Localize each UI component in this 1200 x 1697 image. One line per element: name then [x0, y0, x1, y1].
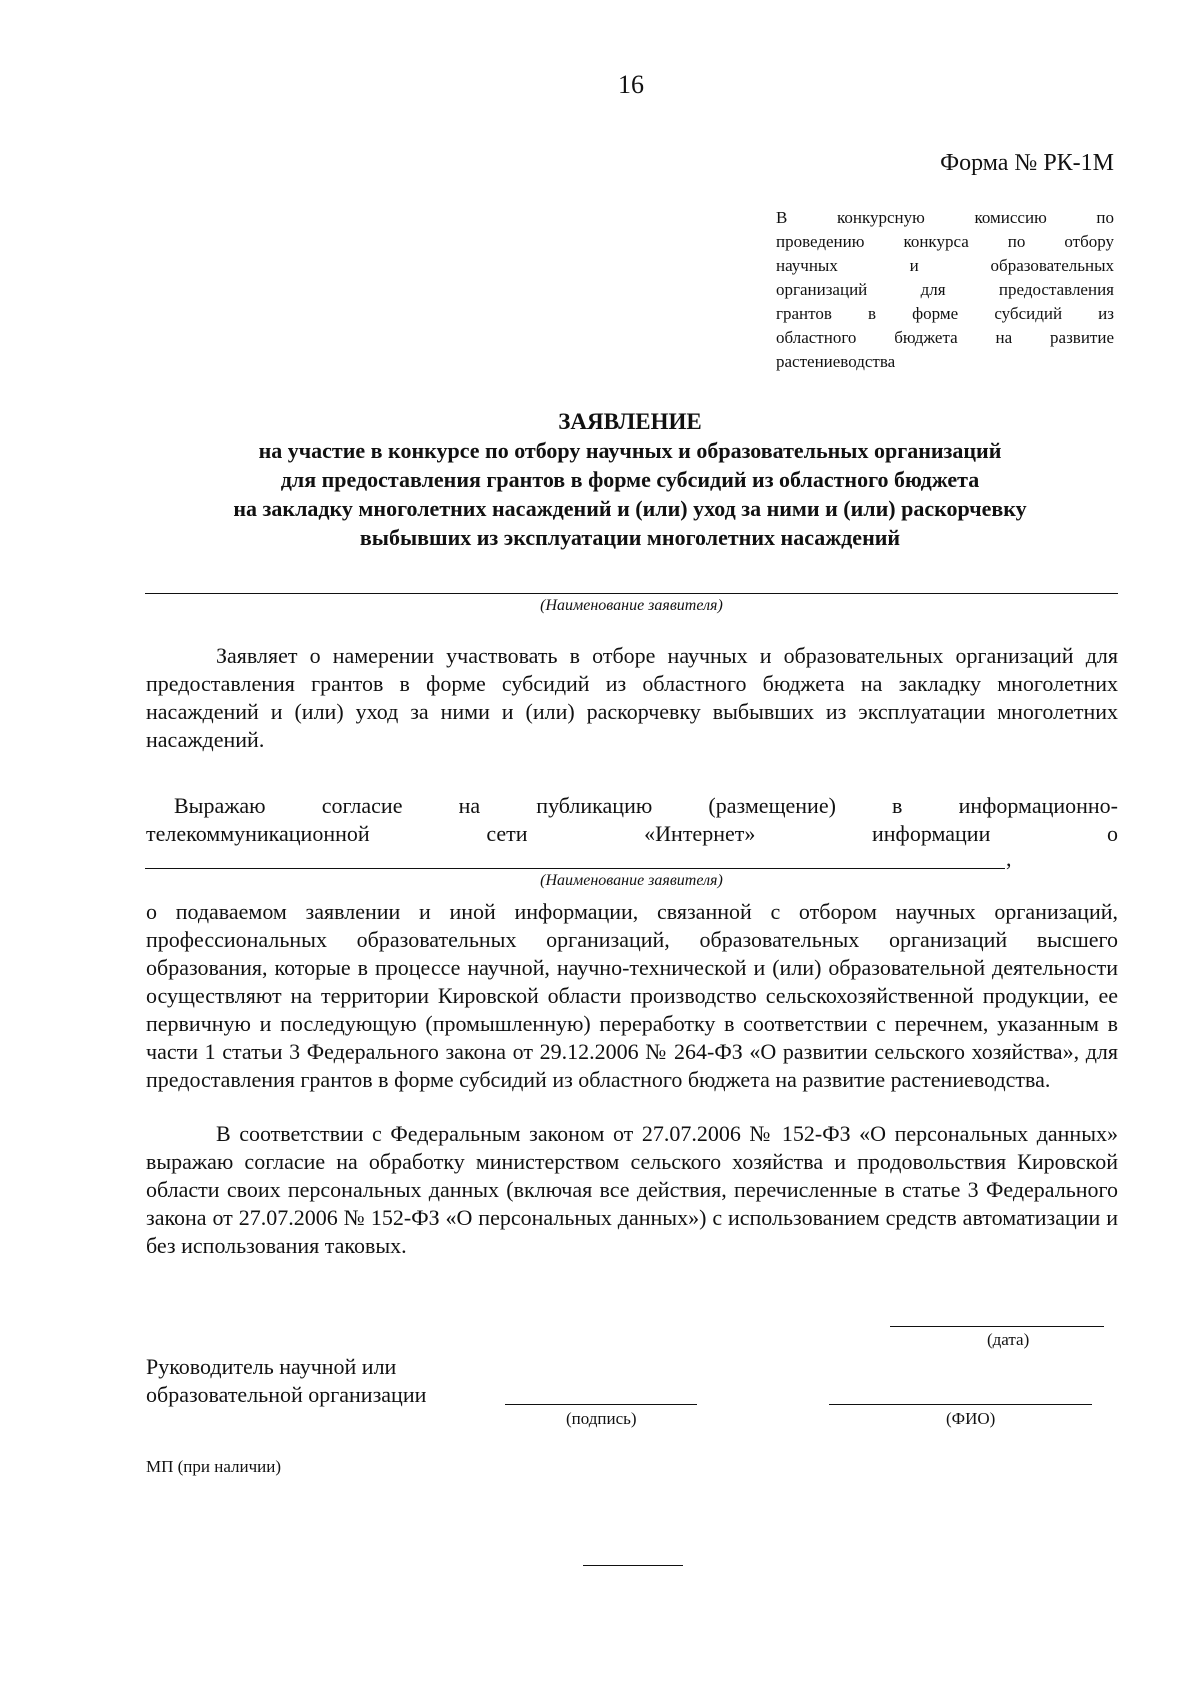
head-title-line-1: Руководитель научной или — [146, 1354, 397, 1379]
form-number: Форма № РК-1М — [940, 150, 1114, 176]
addressee-line: грантов в форме субсидий из — [776, 304, 1114, 323]
consent-line-1: Выражаю согласие на публикацию (размещение) в информационно- — [174, 793, 1118, 818]
consent-line-2: телекоммуникационной сети «Интернет» информации о — [146, 821, 1118, 846]
title-line: на участие в конкурсе по отбору научных и образовательных организаций — [258, 438, 1002, 463]
comma: , — [1006, 846, 1012, 871]
info-paragraph: о подаваемом заявлении и иной информации, связанной с отбором научных организаций, профессиональных образовательных организаций, образовательных организаций высшего образования, которые в процессе научной, научно-технической и (или) образовательной деятельности осуществляют на территории Кировской области производство сельскохозяйственной продукции, ее первичную и последующую (промышленную) переработку в соответствии с перечнем, указанным в части 1 статьи 3 Федерального закона от 29.12.2006 № 264-ФЗ «О развитии сельского хозяйства», для предоставления грантов в форме субсидий из областного бюджета на развитие растениеводства. — [146, 899, 1118, 1092]
applicant-name-caption: (Наименование заявителя) — [540, 597, 723, 614]
title-line: на закладку многолетних насаждений и (или) уход за ними и (или) раскорчевку — [233, 496, 1027, 521]
signature-caption: (подпись) — [566, 1409, 637, 1428]
date-line[interactable] — [890, 1326, 1104, 1327]
addressee-block — [776, 206, 1114, 374]
stamp-note: МП (при наличии) — [146, 1457, 282, 1476]
applicant-name-line-2[interactable] — [145, 868, 1005, 869]
document-title — [170, 407, 1090, 552]
applicant-name-line[interactable] — [145, 593, 1118, 594]
intent-paragraph: Заявляет о намерении участвовать в отборе научных и образовательных организаций для предоставления грантов в форме субсидий из областного бюджета на закладку многолетних насаждений и (или) уход за ними и (или) раскорчевку выбывших из эксплуатации многолетних насаждений. — [146, 643, 1118, 752]
title-line: для предоставления грантов в форме субсидий из областного бюджета — [280, 467, 980, 492]
date-caption: (дата) — [987, 1330, 1030, 1349]
addressee-line: проведению конкурса по отбору — [776, 232, 1114, 251]
addressee-line: научных и образовательных — [776, 256, 1114, 275]
signature-line[interactable] — [505, 1404, 697, 1405]
title-main: ЗАЯВЛЕНИЕ — [558, 409, 702, 434]
applicant-name-caption-2: (Наименование заявителя) — [540, 872, 723, 889]
fio-line[interactable] — [829, 1404, 1092, 1405]
addressee-line: В конкурсную комиссию по — [776, 208, 1114, 227]
title-line: выбывших из эксплуатации многолетних насаждений — [359, 525, 901, 550]
addressee-line: растениеводства — [776, 352, 896, 371]
page-number: 16 — [618, 70, 644, 99]
fio-caption: (ФИО) — [946, 1409, 996, 1428]
addressee-line: областного бюджета на развитие — [776, 328, 1114, 347]
personal-data-paragraph: В соответствии с Федеральным законом от 27.07.2006 № 152-ФЗ «О персональных данных» выражаю согласие на обработку министерством сельского хозяйства и продовольствия Кировской области своих персональных данных (включая все действия, перечисленные в статье 3 Федерального закона от 27.07.2006 № 152-ФЗ «О персональных данных») с использованием средств автоматизации и без использования таковых. — [146, 1121, 1118, 1258]
closing-rule — [583, 1565, 683, 1566]
addressee-line: организаций для предоставления — [776, 280, 1114, 299]
head-title-line-2: образовательной организации — [146, 1382, 427, 1407]
